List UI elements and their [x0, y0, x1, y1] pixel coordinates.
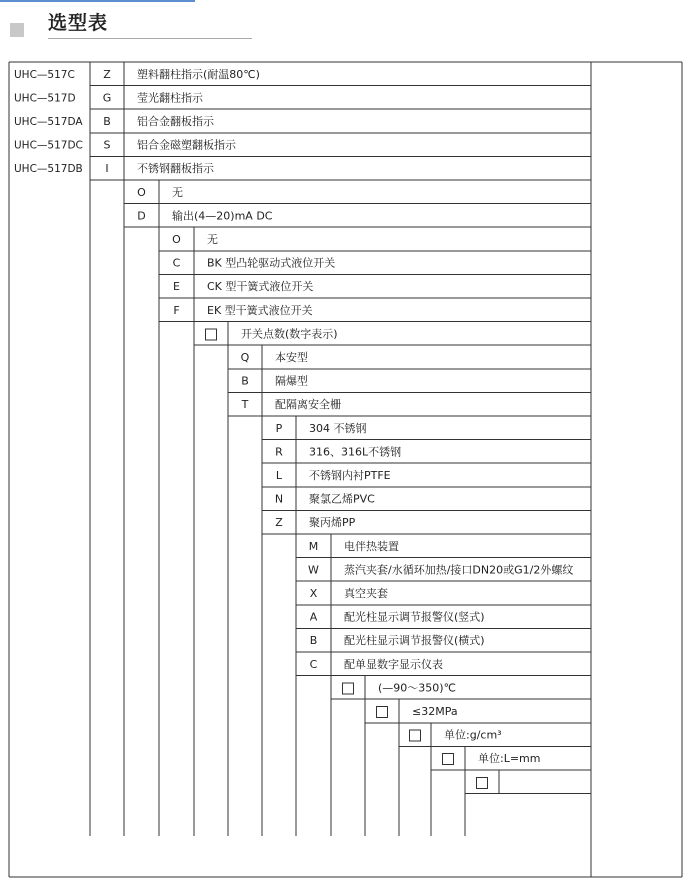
option-code: B [309, 634, 318, 648]
option-code: D [137, 209, 146, 223]
option-description: 单位:g/cm³ [444, 728, 502, 742]
page-title: 选型表 [48, 12, 109, 34]
option-code: G [102, 91, 112, 105]
option-checkbox [443, 754, 454, 765]
option-code: S [103, 138, 111, 152]
option-description: 不锈钢翻板指示 [137, 162, 214, 176]
option-code: X [309, 587, 318, 600]
option-code: C [172, 256, 181, 270]
option-description: 真空夹套 [344, 587, 388, 600]
option-checkbox [206, 329, 217, 340]
option-description: EK 型干簧式液位开关 [207, 303, 313, 317]
option-description: BK 型凸轮驱动式液位开关 [207, 256, 336, 270]
option-description: 铝合金磁塑翻板指示 [137, 138, 236, 152]
option-description: 本安型 [275, 351, 308, 364]
option-description: 聚氯乙烯PVC [309, 492, 375, 506]
option-description: (—90～350)℃ [378, 681, 456, 695]
option-checkbox [343, 683, 354, 694]
option-code: E [173, 280, 180, 294]
option-description: 配隔离安全栅 [275, 398, 341, 412]
option-code: M [308, 539, 319, 553]
option-code: O [172, 233, 181, 246]
option-description: 单位:L=mm [478, 752, 541, 766]
option-description: ≤32MPa [412, 705, 458, 718]
option-code: O [137, 185, 146, 199]
option-description: 电伴热装置 [344, 539, 399, 553]
option-description: 蒸汽夹套/水循环加热/接口DN20或G1/2外螺纹 [344, 563, 574, 577]
option-code: L [275, 469, 283, 482]
option-description: 不锈钢内衬PTFE [309, 469, 391, 482]
option-description: 配光柱显示调节报警仪(竖式) [344, 610, 485, 624]
model-name: UHC—517DC [14, 139, 83, 152]
option-code: W [308, 563, 319, 577]
model-name: UHC—517DA [14, 116, 83, 128]
option-code: A [309, 610, 318, 624]
option-code: N [274, 492, 284, 506]
option-code: C [309, 657, 318, 671]
option-description: 塑料翻柱指示(耐温80℃) [137, 67, 260, 81]
option-description: 316、316L不锈钢 [309, 445, 402, 459]
option-code: Z [275, 516, 283, 530]
option-code: Z [103, 67, 111, 81]
option-description: 配单显数字显示仪表 [344, 657, 443, 671]
option-code: B [241, 374, 249, 388]
option-description: 莹光翻柱指示 [137, 91, 203, 105]
option-description: 铝合金翻板指示 [137, 115, 214, 128]
option-description: 无 [172, 185, 183, 199]
option-description: 配光柱显示调节报警仪(横式) [344, 634, 485, 648]
option-description: 聚丙烯PP [309, 516, 356, 530]
option-code: T [241, 398, 249, 412]
option-description: CK 型干簧式液位开关 [207, 280, 314, 294]
option-checkbox [377, 707, 388, 718]
option-code: Q [240, 351, 250, 364]
option-description: 隔爆型 [275, 374, 308, 388]
option-description: 输出(4—20)mA DC [172, 209, 273, 223]
option-code: P [275, 421, 283, 435]
option-code: B [103, 115, 111, 128]
option-description: 304 不锈钢 [309, 421, 367, 435]
option-description: 开关点数(数字表示) [241, 327, 338, 341]
model-name: UHC—517C [14, 68, 75, 81]
model-name: UHC—517D [14, 92, 76, 105]
option-code: R [275, 445, 283, 459]
option-code: F [173, 303, 180, 317]
option-code: I [105, 162, 109, 176]
option-description: 无 [207, 233, 218, 246]
option-checkbox [477, 777, 488, 788]
model-name: UHC—517DB [14, 163, 83, 176]
option-checkbox [410, 730, 421, 741]
